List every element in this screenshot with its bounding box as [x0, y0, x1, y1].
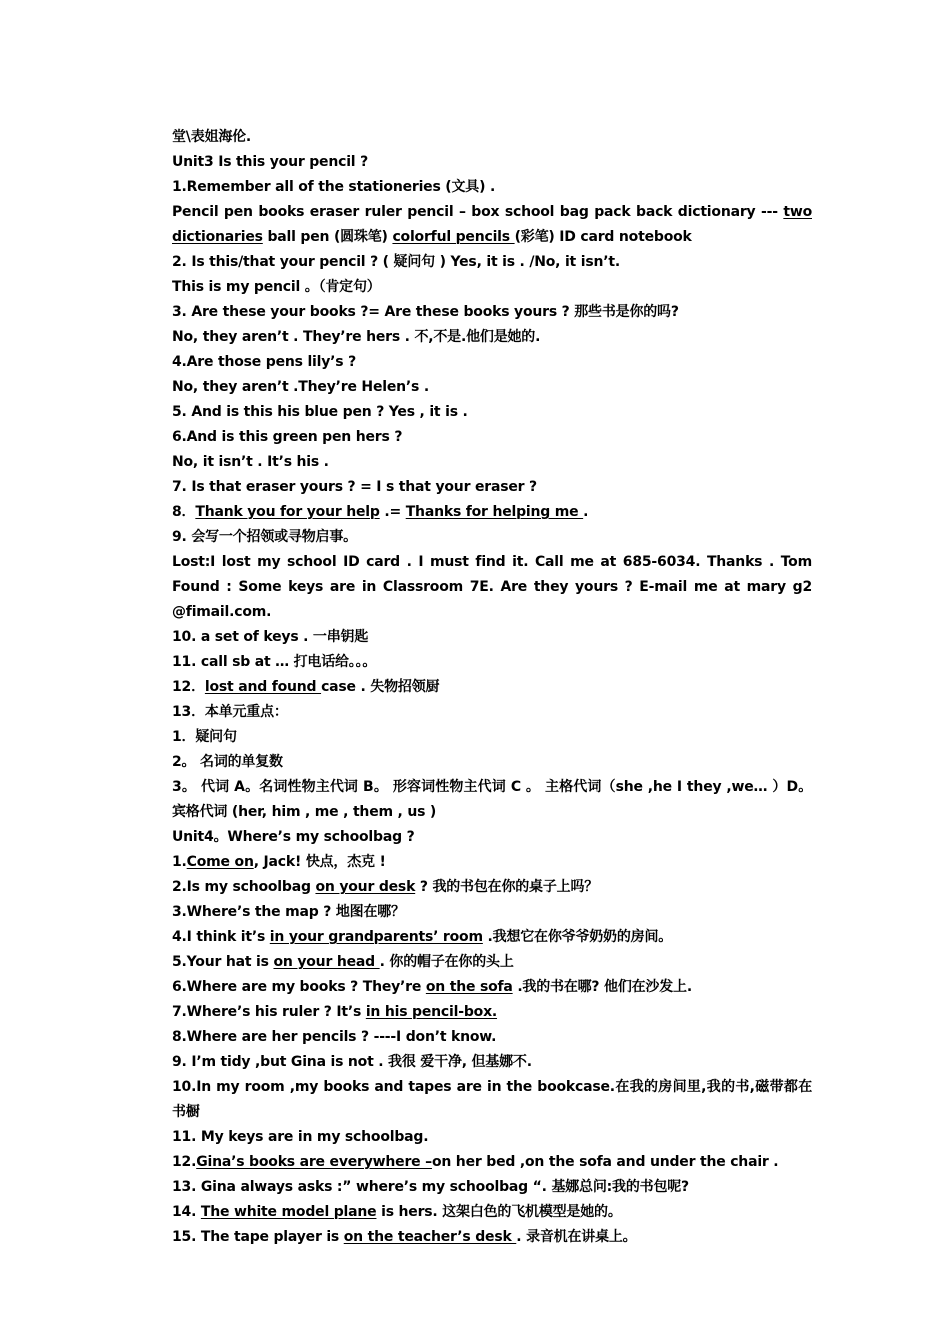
- text-segment: 3。 代词 A。名词性物主代词 B。 形容词性物主代词 C 。 主格代词（she ,he I they ,we… ）D。宾格代词 (her, him , me , them , us ): [172, 779, 812, 820]
- underlined-phrase: lost and found: [204, 679, 322, 695]
- text-line: [172, 1225, 812, 1250]
- text-line: [172, 300, 812, 325]
- underlined-phrase: in your grandparents’ room: [269, 929, 483, 945]
- text-segment: 8.Where are her pencils ? ----I don’t know.: [172, 1029, 497, 1045]
- text-segment: .=: [379, 504, 406, 520]
- text-line: [172, 950, 812, 975]
- text-line: [172, 1150, 812, 1175]
- text-line: [172, 1025, 812, 1050]
- text-line: [172, 500, 812, 525]
- text-line: [172, 550, 812, 625]
- text-segment: 3. Are these your books ?= Are these books yours ? 那些书是你的吗?: [172, 304, 679, 320]
- text-line: [172, 150, 812, 175]
- underlined-phrase: Come on: [186, 854, 254, 870]
- text-segment: 13. Gina always asks :” where’s my schoolbag “. 基娜总问:我的书包呢?: [172, 1179, 689, 1195]
- text-segment: No, they aren’t .They’re Helen’s .: [172, 379, 429, 395]
- underlined-phrase: on the teacher’s desk: [343, 1229, 517, 1245]
- text-line: [172, 625, 812, 650]
- text-line: [172, 650, 812, 675]
- underlined-phrase: colorful pencils: [392, 229, 515, 245]
- text-line: [172, 425, 812, 450]
- text-segment: 10.In my room ,my books and tapes are in the bookcase.在我的房间里,我的书,磁带都在书橱: [172, 1079, 812, 1120]
- text-line: [172, 875, 812, 900]
- text-segment: .我想它在你爷爷奶奶的房间。: [482, 929, 673, 945]
- text-line: [172, 925, 812, 950]
- text-line: [172, 700, 812, 725]
- underlined-phrase: The white model plane: [200, 1204, 377, 1220]
- text-line: [172, 675, 812, 700]
- text-segment: 7.Where’s his ruler ? It’s: [172, 1004, 366, 1020]
- text-line: [172, 125, 812, 150]
- text-line: [172, 1200, 812, 1225]
- text-line: [172, 1050, 812, 1075]
- underlined-phrase: on the sofa: [425, 979, 513, 995]
- text-segment: .: [583, 504, 589, 520]
- text-segment: No, they aren’t . They’re hers . 不,不是.他们是她的.: [172, 329, 541, 345]
- text-segment: 2.Is my schoolbag: [172, 879, 316, 895]
- text-line: [172, 1175, 812, 1200]
- text-line: [172, 450, 812, 475]
- text-segment: (彩笔) ID card notebook: [514, 229, 692, 245]
- text-segment: 1.: [172, 854, 187, 870]
- text-segment: 4.Are those pens lily’s ?: [172, 354, 357, 370]
- text-segment: 4.I think it’s: [172, 929, 270, 945]
- text-segment: Pencil pen books eraser ruler pencil – box school bag pack back dictionary ---: [172, 204, 784, 220]
- text-segment: , Jack! 快点，杰克 !: [253, 854, 386, 870]
- document-body: [172, 125, 812, 1250]
- text-line: [172, 275, 812, 300]
- text-line: [172, 400, 812, 425]
- text-line: [172, 200, 812, 250]
- underlined-phrase: Thanks for helping me: [405, 504, 584, 520]
- text-segment: 14.: [172, 1204, 201, 1220]
- text-segment: 12.: [172, 1154, 197, 1170]
- text-segment: . 录音机在讲桌上。: [516, 1229, 637, 1245]
- text-line: [172, 750, 812, 775]
- text-segment: 5.Your hat is: [172, 954, 274, 970]
- text-line: [172, 350, 812, 375]
- text-segment: ball pen (圆珠笔): [262, 229, 393, 245]
- text-line: [172, 325, 812, 350]
- text-segment: case . 失物招领厨: [321, 679, 440, 695]
- text-segment: 堂\表姐海伦.: [172, 129, 252, 145]
- text-line: [172, 175, 812, 200]
- text-line: [172, 1075, 812, 1125]
- text-segment: 9. 会写一个招领或寻物启事。: [172, 529, 357, 545]
- text-segment: 11. My keys are in my schoolbag.: [172, 1129, 429, 1145]
- text-line: [172, 975, 812, 1000]
- text-segment: Unit3 Is this your pencil ?: [172, 154, 368, 170]
- text-line: [172, 475, 812, 500]
- text-segment: 2。 名词的单复数: [172, 754, 283, 770]
- text-segment: 7. Is that eraser yours ? = I s that your eraser ?: [172, 479, 537, 495]
- text-line: [172, 825, 812, 850]
- text-segment: No, it isn’t . It’s his .: [172, 454, 329, 470]
- text-segment: 11. call sb at … 打电话给。。。: [172, 654, 377, 670]
- text-segment: 15. The tape player is: [172, 1229, 344, 1245]
- text-line: [172, 250, 812, 275]
- text-line: [172, 1125, 812, 1150]
- text-line: [172, 900, 812, 925]
- text-segment: 8．: [172, 504, 196, 520]
- text-segment: 10. a set of keys . 一串钥匙: [172, 629, 369, 645]
- text-segment: 12．: [172, 679, 205, 695]
- underlined-phrase: in his pencil-box.: [365, 1004, 498, 1020]
- text-segment: . 你的帽子在你的头上: [379, 954, 514, 970]
- text-segment: This is my pencil 。（肯定句）: [172, 279, 381, 295]
- text-segment: 5. And is this his blue pen ? Yes , it is .: [172, 404, 468, 420]
- underlined-phrase: Gina’s books are everywhere –: [196, 1154, 432, 1170]
- text-line: [172, 1000, 812, 1025]
- underlined-phrase: two dictionaries: [172, 204, 812, 245]
- text-segment: .我的书在哪? 他们在沙发上.: [512, 979, 692, 995]
- text-segment: 2. Is this/that your pencil ? ( 疑问句 ) Yes, it is . /No, it isn’t.: [172, 254, 620, 270]
- text-segment: Lost:I lost my school ID card . I must find it. Call me at 685-6034. Thanks . Tom Found : Some keys are in Classroom 7E. Are they yours ? E-mail me at mary g2 @fimail.com.: [172, 554, 812, 620]
- underlined-phrase: on your head: [273, 954, 380, 970]
- underlined-phrase: Thank you for your help: [195, 504, 380, 520]
- text-line: [172, 775, 812, 825]
- text-segment: on her bed ,on the sofa and under the chair .: [431, 1154, 779, 1170]
- text-line: [172, 525, 812, 550]
- text-segment: 1．疑问句: [172, 729, 237, 745]
- text-segment: Unit4。Where’s my schoolbag ?: [172, 829, 415, 845]
- text-segment: ? 我的书包在你的桌子上吗？: [415, 879, 599, 895]
- text-segment: 6.And is this green pen hers ?: [172, 429, 403, 445]
- text-line: [172, 375, 812, 400]
- text-segment: 13．本单元重点：: [172, 704, 288, 720]
- text-segment: 9. I’m tidy ,but Gina is not . 我很 爱干净, 但基娜不.: [172, 1054, 532, 1070]
- text-segment: 1.Remember all of the stationeries (文具) .: [172, 179, 496, 195]
- text-line: [172, 725, 812, 750]
- text-segment: is hers. 这架白色的飞机模型是她的。: [376, 1204, 622, 1220]
- text-line: [172, 850, 812, 875]
- text-segment: 6.Where are my books ? They’re: [172, 979, 426, 995]
- underlined-phrase: on your desk: [315, 879, 416, 895]
- text-segment: 3.Where’s the map ? 地图在哪？: [172, 904, 405, 920]
